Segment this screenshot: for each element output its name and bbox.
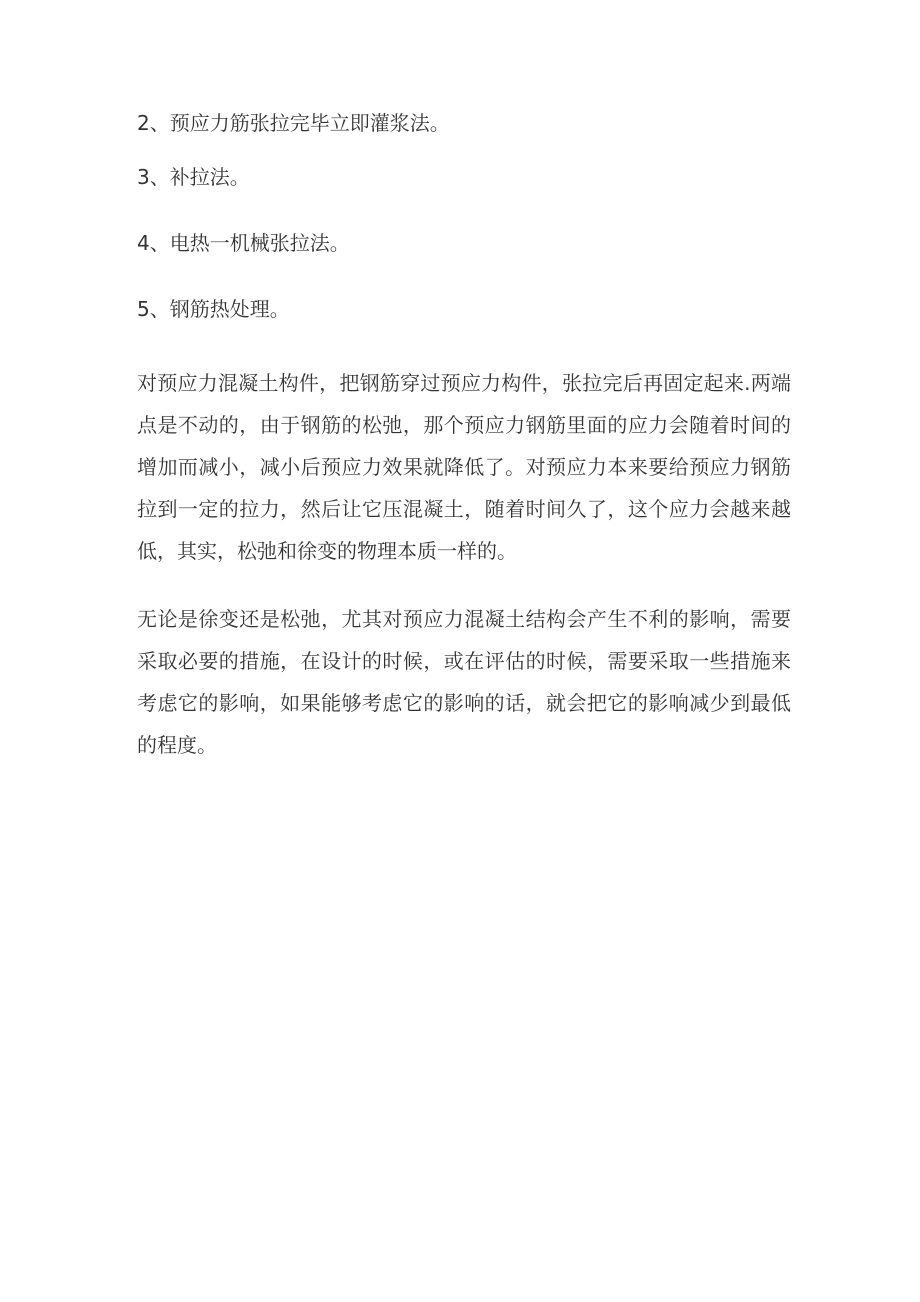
paragraph-prestress-relaxation: 对预应力混凝土构件，把钢筋穿过预应力构件，张拉完后再固定起来.两端点是不动的，由于钢筋的松弛，那个预应力钢筋里面的应力会随着时间的增加而减小，减小后预应力效果就降低了。对预应力本来要给预应力钢筋拉到一定的拉力，然后让它压混凝土，随着时间久了，这个应力会越来越低，其实，松弛和徐变的物理本质一样的。 [137,371,791,563]
list-item-2: 2、预应力筋张拉完毕立即灌浆法。 [137,111,450,135]
list-item-4: 4、电热一机械张拉法。 [137,231,350,255]
list-item-5: 5、钢筋热处理。 [137,297,290,321]
document-content [137,104,791,766]
list-item-3: 3、补拉法。 [137,165,250,189]
paragraph-creep-relaxation-measures: 无论是徐变还是松弛，尤其对预应力混凝土结构会产生不利的影响，需要采取必要的措施，在设计的时候，或在评估的时候，需要采取一些措施来考虑它的影响，如果能够考虑它的影响的话，就会把它的影响减少到最低的程度。 [137,607,791,757]
